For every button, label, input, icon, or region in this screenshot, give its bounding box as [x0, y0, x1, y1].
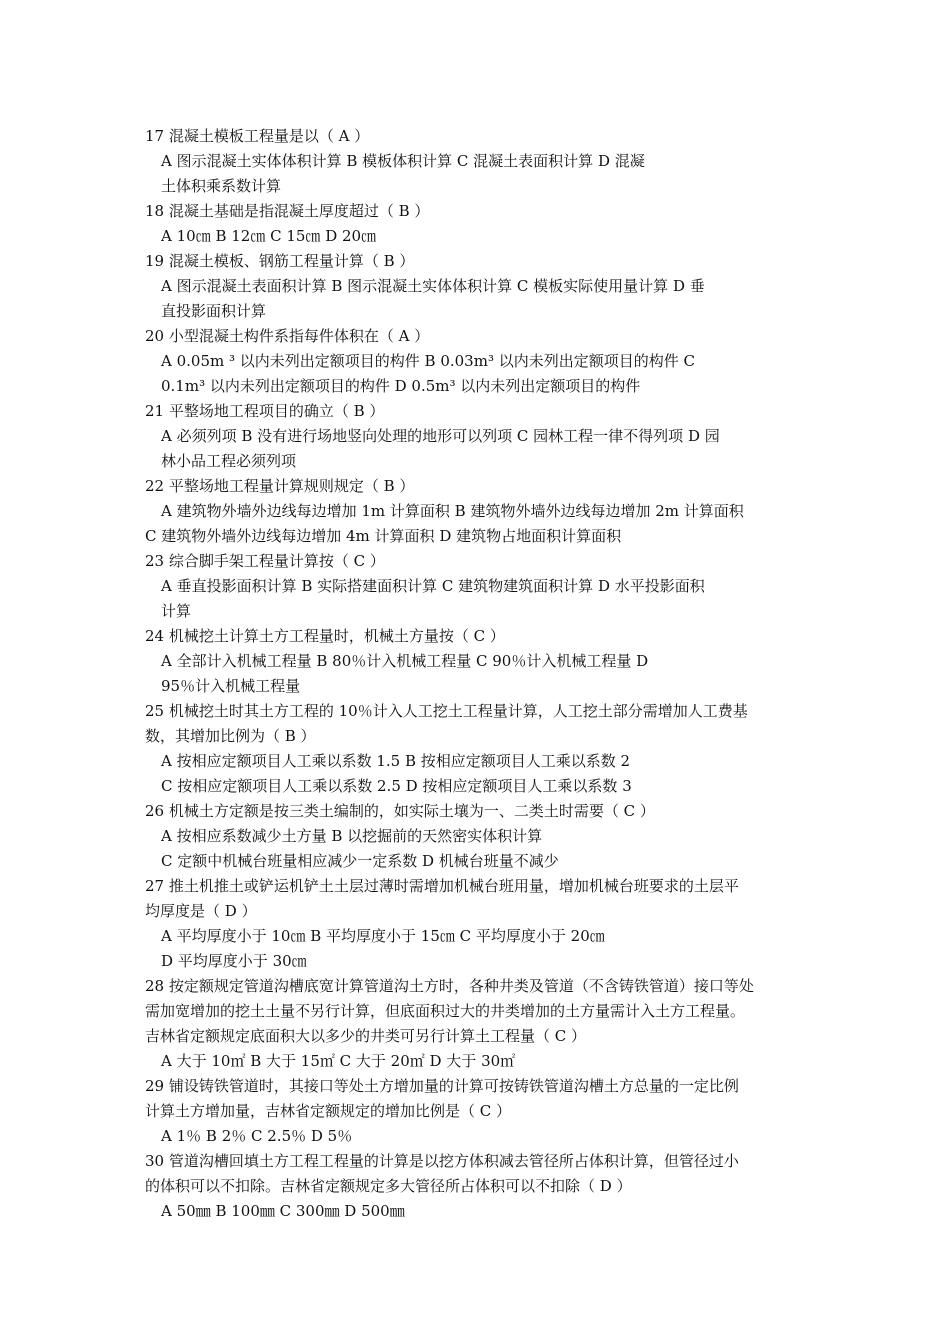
question-line: 26 机械土方定额是按三类土编制的，如实际土壤为一、二类土时需要（ C ） — [145, 802, 655, 820]
question-line: 25 机械挖土时其土方工程的 10％计入人工挖土工程量计算，人工挖土部分需增加人工费基 — [145, 702, 748, 720]
question-line: 30 管道沟槽回填土方工程工程量的计算是以挖方体积减去管径所占体积计算，但管径过小 — [145, 1152, 739, 1170]
option-line: A 按相应定额项目人工乘以系数 1.5 B 按相应定额项目人工乘以系数 2 — [161, 752, 631, 770]
question-line: 28 按定额规定管道沟槽底宽计算管道沟土方时，各种井类及管道（不含铸铁管道）接口等处 — [145, 977, 754, 995]
option-line: A 平均厚度小于 10㎝ B 平均厚度小于 15㎝ C 平均厚度小于 20㎝ — [161, 927, 605, 945]
option-line: A 0.05m ³ 以内未列出定额项目的构件 B 0.03m³ 以内未列出定额项目的构件 C — [161, 352, 695, 370]
question-line: 数，其增加比例为（ B ） — [145, 727, 316, 745]
option-line: C 定额中机械台班量相应减少一定系数 D 机械台班量不减少 — [161, 852, 559, 870]
question-line: 27 推土机推土或铲运机铲土土层过薄时需增加机械台班用量，增加机械台班要求的土层平 — [145, 877, 739, 895]
option-line: A 必须列项 B 没有进行场地竖向处理的地形可以列项 C 园林工程一律不得列项 D 园 — [161, 427, 720, 445]
option-line: C 建筑物外墙外边线每边增加 4m 计算面积 D 建筑物占地面积计算面积 — [145, 527, 622, 545]
question-line: 19 混凝土模板、钢筋工程量计算（ B ） — [145, 252, 415, 270]
option-line: A 图示混凝土实体体积计算 B 模板体积计算 C 混凝土表面积计算 D 混凝 — [161, 152, 645, 170]
question-line: 计算土方增加量，吉林省定额规定的增加比例是（ C ） — [145, 1102, 512, 1120]
option-line: 土体积乘系数计算 — [161, 177, 282, 195]
question-line: 吉林省定额规定底面积大以多少的井类可另行计算土工程量（ C ） — [145, 1027, 587, 1045]
question-line: 18 混凝土基础是指混凝土厚度超过（ B ） — [145, 202, 430, 220]
option-line: D 平均厚度小于 30㎝ — [161, 952, 307, 970]
question-line: 21 平整场地工程项目的确立（ B ） — [145, 402, 385, 420]
option-line: A 50㎜ B 100㎜ C 300㎜ D 500㎜ — [161, 1202, 405, 1220]
question-line: 23 综合脚手架工程量计算按（ C ） — [145, 552, 385, 570]
question-line: 需加宽增加的挖土土量不另行计算，但底面积过大的井类增加的土方量需计入土方工程量。 — [145, 1002, 746, 1020]
option-line: A 10㎝ B 12㎝ C 15㎝ D 20㎝ — [161, 227, 377, 245]
question-line: 的体积可以不扣除。吉林省定额规定多大管径所占体积可以不扣除（ D ） — [145, 1177, 632, 1195]
option-line: 直投影面积计算 — [161, 302, 267, 320]
question-line: 20 小型混凝土构件系指每件体积在（ A ） — [145, 327, 430, 345]
question-line: 29 铺设铸铁管道时，其接口等处土方增加量的计算可按铸铁管道沟槽土方总量的一定比例 — [145, 1077, 739, 1095]
option-line: A 垂直投影面积计算 B 实际搭建面积计算 C 建筑物建筑面积计算 D 水平投影面积 — [161, 577, 705, 595]
question-line: 均厚度是（ D ） — [145, 902, 257, 920]
option-line: A 全部计入机械工程量 B 80％计入机械工程量 C 90％计入机械工程量 D — [161, 652, 649, 670]
question-line: 24 机械挖土计算土方工程量时，机械土方量按（ C ） — [145, 627, 505, 645]
option-line: C 按相应定额项目人工乘以系数 2.5 D 按相应定额项目人工乘以系数 3 — [161, 777, 632, 795]
option-line: 林小品工程必须列项 — [161, 452, 297, 470]
option-line: 计算 — [161, 602, 192, 620]
option-line: 95％计入机械工程量 — [161, 677, 301, 695]
option-line: A 图示混凝土表面积计算 B 图示混凝土实体体积计算 C 模板实际使用量计算 D 垂 — [161, 277, 705, 295]
option-line: A 建筑物外墙外边线每边增加 1m 计算面积 B 建筑物外墙外边线每边增加 2m 计算面积 — [161, 502, 744, 520]
option-line: A 1％ B 2％ C 2.5％ D 5％ — [161, 1127, 353, 1145]
option-line: A 大于 10㎡ B 大于 15㎡ C 大于 20㎡ D 大于 30㎡ — [161, 1052, 516, 1070]
option-line: A 按相应系数减少土方量 B 以挖掘前的天然密实体积计算 — [161, 827, 543, 845]
question-line: 17 混凝土模板工程量是以（ A ） — [145, 127, 370, 145]
question-line: 22 平整场地工程量计算规则规定（ B ） — [145, 477, 415, 495]
document-page — [145, 124, 810, 1224]
option-line: 0.1m³ 以内未列出定额项目的构件 D 0.5m³ 以内未列出定额项目的构件 — [161, 377, 641, 395]
